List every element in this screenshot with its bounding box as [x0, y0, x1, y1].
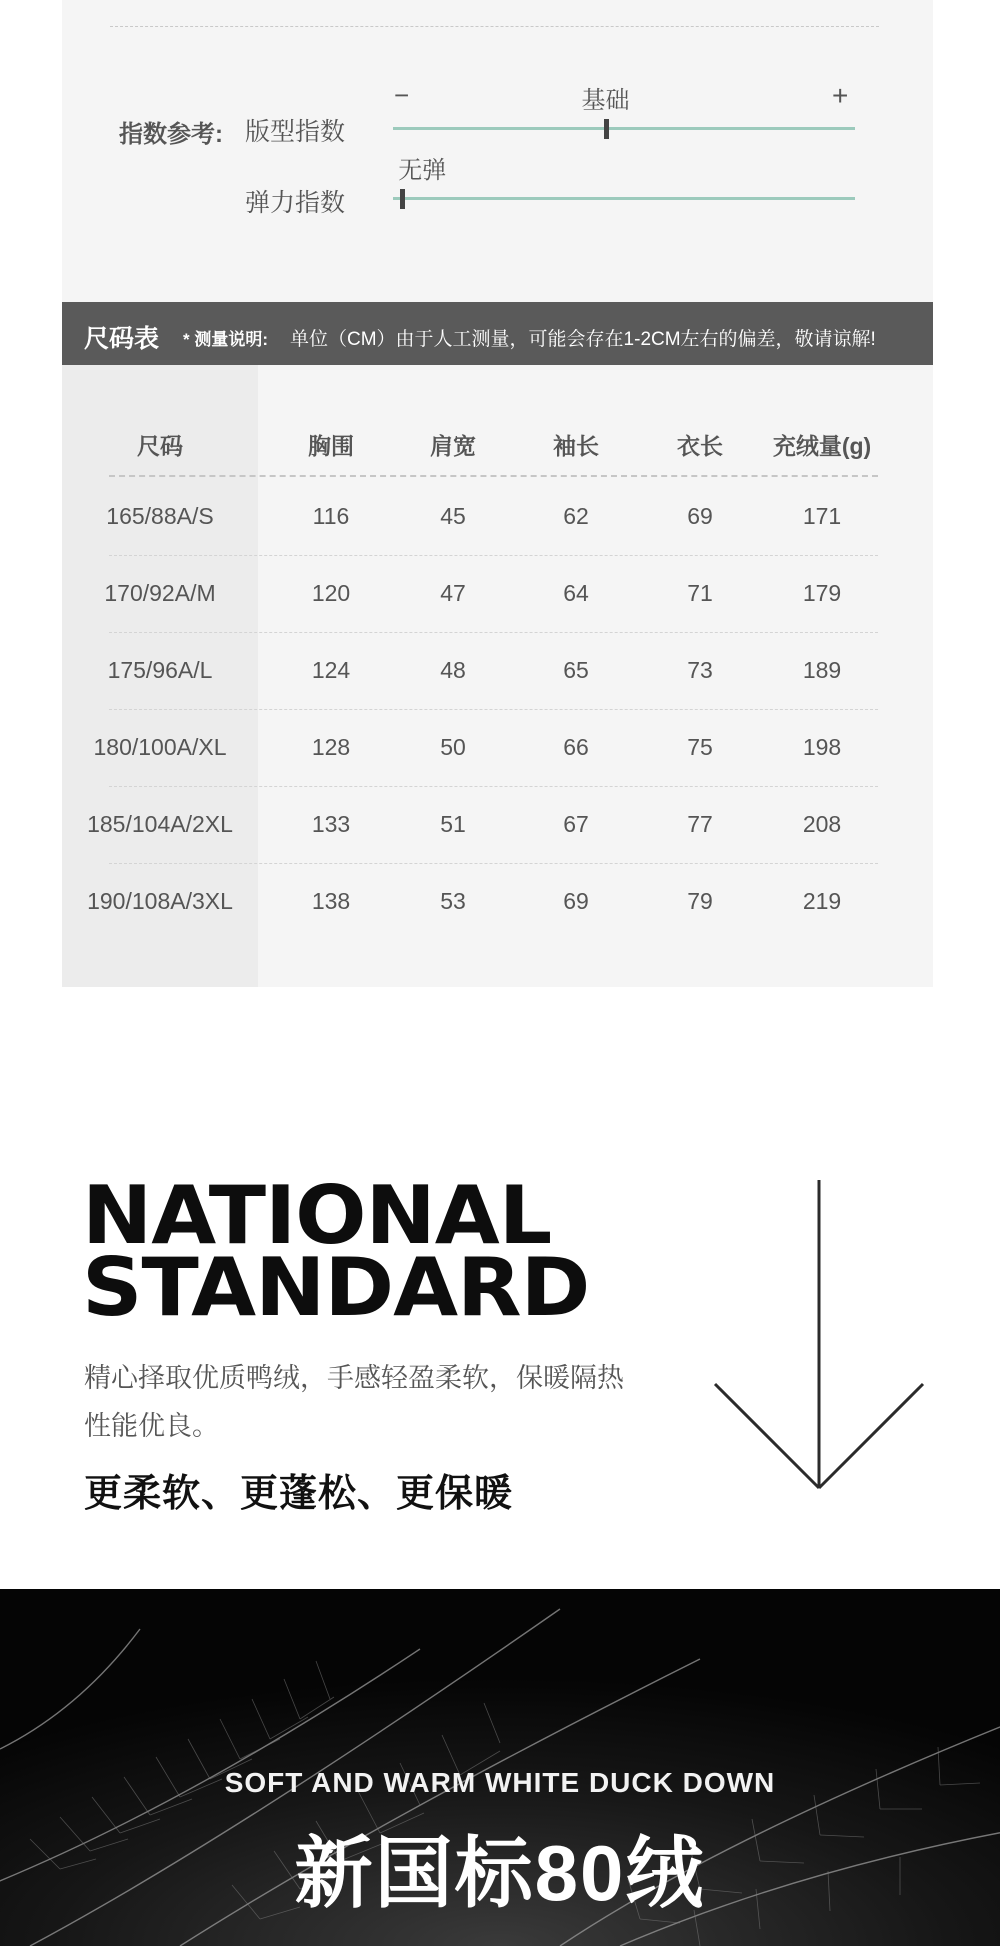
cell-chest: 124	[311, 657, 351, 683]
cell-sleeve: 67	[563, 811, 589, 837]
cell-fill: 198	[802, 734, 842, 760]
cell-size: 175/96A/L	[107, 657, 213, 683]
cell-shoulder: 45	[440, 503, 466, 529]
cell-length: 75	[687, 734, 713, 760]
cell-shoulder: 51	[440, 811, 466, 837]
description-line-2: 性能优良。	[84, 1411, 219, 1441]
title-line-2: STANDARD	[82, 1241, 590, 1334]
cell-size: 165/88A/S	[106, 503, 214, 529]
cell-size: 170/92A/M	[104, 580, 216, 606]
cell-shoulder: 48	[440, 657, 466, 683]
cell-length: 77	[687, 811, 713, 837]
cell-fill: 208	[802, 811, 842, 837]
cell-chest: 116	[312, 503, 350, 529]
header-length: 衣长	[677, 433, 723, 459]
banner-title: 新国标80绒	[294, 1829, 706, 1917]
cell-sleeve: 62	[563, 503, 589, 529]
header-fill: 充绒量(g)	[772, 433, 872, 459]
cell-chest: 133	[311, 811, 351, 837]
cell-shoulder: 50	[440, 734, 466, 760]
cell-length: 71	[687, 580, 713, 606]
row-divider	[109, 863, 878, 864]
cell-sleeve: 64	[563, 580, 589, 606]
stretch-index-marker	[400, 189, 405, 209]
header-divider	[109, 475, 878, 477]
slogan: 更柔软、更蓬松、更保暖	[84, 1473, 514, 1515]
cell-chest: 138	[311, 888, 351, 914]
cell-chest: 120	[311, 580, 351, 606]
banner-subtitle: SOFT AND WARM WHITE DUCK DOWN	[224, 1767, 776, 1798]
duck-down-banner	[0, 1589, 1000, 1946]
index-reference-panel	[62, 0, 933, 302]
header-shoulder: 肩宽	[430, 433, 476, 459]
cell-length: 79	[687, 888, 713, 914]
stretch-index-value: 无弹	[398, 157, 447, 184]
size-table-header-bar	[62, 302, 933, 365]
fit-index-marker	[604, 119, 609, 139]
fit-index-track	[393, 127, 855, 130]
title-line-1: NATIONAL	[82, 1169, 552, 1262]
cell-fill: 189	[802, 657, 842, 683]
cell-size: 185/104A/2XL	[87, 811, 233, 837]
row-divider	[109, 786, 878, 787]
cell-sleeve: 69	[563, 888, 589, 914]
stretch-index-label: 弹力指数	[245, 189, 346, 217]
index-reference-heading: 指数参考:	[119, 121, 223, 148]
cell-fill: 171	[802, 503, 842, 529]
cell-fill: 179	[802, 580, 842, 606]
fit-plus-sign: +	[832, 80, 849, 111]
row-divider	[109, 555, 878, 556]
cell-sleeve: 66	[563, 734, 589, 760]
cell-fill: 219	[802, 888, 842, 914]
size-table-title: 尺码表	[84, 325, 160, 353]
size-table	[62, 365, 933, 987]
header-sleeve: 袖长	[553, 433, 599, 459]
fit-minus-sign: −	[394, 80, 410, 110]
fit-index-value: 基础	[581, 87, 630, 114]
header-chest: 胸围	[308, 433, 354, 459]
cell-shoulder: 47	[440, 580, 466, 606]
cell-length: 73	[687, 657, 713, 683]
row-divider	[109, 632, 878, 633]
down-description	[84, 1354, 644, 1450]
measurement-note: 单位（CM）由于人工测量，可能会存在1-2CM左右的偏差，敬请谅解!	[290, 329, 876, 350]
stretch-index-track	[393, 197, 855, 200]
arrow-down-icon	[712, 1178, 926, 1494]
row-divider	[109, 709, 878, 710]
cell-sleeve: 65	[563, 657, 589, 683]
cell-size: 180/100A/XL	[93, 734, 227, 760]
fit-index-label: 版型指数	[245, 118, 346, 146]
description-line-1: 精心择取优质鸭绒，手感轻盈柔软，保暖隔热	[84, 1363, 624, 1393]
cell-shoulder: 53	[440, 888, 466, 914]
header-size: 尺码	[137, 433, 183, 459]
measurement-note-heading: * 测量说明:	[183, 330, 268, 349]
cell-size: 190/108A/3XL	[87, 888, 233, 914]
cell-chest: 128	[311, 734, 351, 760]
national-standard-title	[82, 1169, 590, 1334]
divider	[110, 26, 879, 27]
cell-length: 69	[687, 503, 713, 529]
